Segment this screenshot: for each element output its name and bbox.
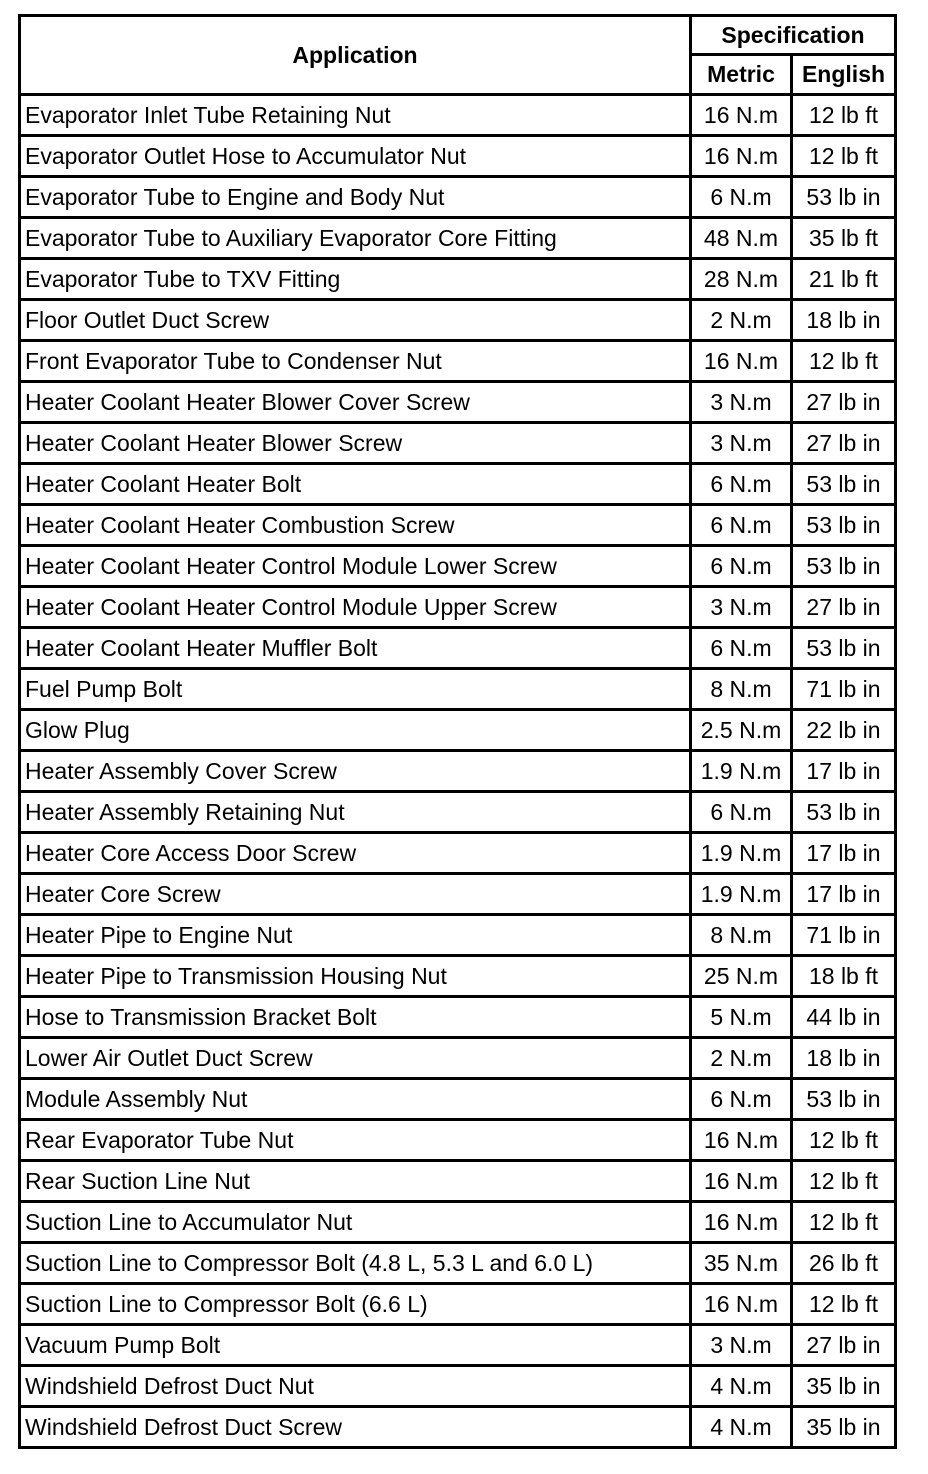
english-cell: 53 lb in bbox=[792, 464, 896, 505]
application-cell: Heater Assembly Cover Screw bbox=[20, 751, 691, 792]
english-cell: 18 lb in bbox=[792, 1038, 896, 1079]
metric-cell: 3 N.m bbox=[691, 1325, 792, 1366]
metric-cell: 2 N.m bbox=[691, 1038, 792, 1079]
table-row bbox=[20, 177, 896, 218]
english-cell: 18 lb in bbox=[792, 300, 896, 341]
metric-cell: 16 N.m bbox=[691, 1202, 792, 1243]
application-cell: Evaporator Tube to Engine and Body Nut bbox=[20, 177, 691, 218]
metric-cell: 6 N.m bbox=[691, 177, 792, 218]
english-cell: 17 lb in bbox=[792, 751, 896, 792]
table-row bbox=[20, 136, 896, 177]
metric-cell: 16 N.m bbox=[691, 1161, 792, 1202]
metric-cell: 6 N.m bbox=[691, 505, 792, 546]
table-row bbox=[20, 1366, 896, 1407]
english-cell: 71 lb in bbox=[792, 669, 896, 710]
english-cell: 27 lb in bbox=[792, 382, 896, 423]
application-cell: Module Assembly Nut bbox=[20, 1079, 691, 1120]
table-row bbox=[20, 1325, 896, 1366]
application-cell: Glow Plug bbox=[20, 710, 691, 751]
english-cell: 12 lb ft bbox=[792, 1120, 896, 1161]
table-row bbox=[20, 833, 896, 874]
english-cell: 53 lb in bbox=[792, 546, 896, 587]
application-header: Application bbox=[20, 16, 691, 95]
english-cell: 53 lb in bbox=[792, 505, 896, 546]
english-cell: 27 lb in bbox=[792, 423, 896, 464]
fastener-spec-table bbox=[18, 14, 897, 1449]
metric-cell: 4 N.m bbox=[691, 1407, 792, 1448]
table-row bbox=[20, 997, 896, 1038]
english-cell: 22 lb in bbox=[792, 710, 896, 751]
application-cell: Heater Coolant Heater Muffler Bolt bbox=[20, 628, 691, 669]
english-cell: 21 lb ft bbox=[792, 259, 896, 300]
metric-cell: 16 N.m bbox=[691, 136, 792, 177]
english-cell: 12 lb ft bbox=[792, 136, 896, 177]
english-cell: 71 lb in bbox=[792, 915, 896, 956]
application-cell: Windshield Defrost Duct Screw bbox=[20, 1407, 691, 1448]
english-cell: 12 lb ft bbox=[792, 1202, 896, 1243]
application-cell: Heater Pipe to Transmission Housing Nut bbox=[20, 956, 691, 997]
english-cell: 17 lb in bbox=[792, 833, 896, 874]
table-row bbox=[20, 546, 896, 587]
table-row bbox=[20, 915, 896, 956]
metric-cell: 2 N.m bbox=[691, 300, 792, 341]
english-cell: 27 lb in bbox=[792, 1325, 896, 1366]
english-cell: 35 lb in bbox=[792, 1366, 896, 1407]
application-cell: Windshield Defrost Duct Nut bbox=[20, 1366, 691, 1407]
table-row bbox=[20, 587, 896, 628]
english-header: English bbox=[792, 55, 896, 95]
application-cell: Fuel Pump Bolt bbox=[20, 669, 691, 710]
table-row bbox=[20, 1038, 896, 1079]
table-row bbox=[20, 1161, 896, 1202]
table-row bbox=[20, 1243, 896, 1284]
metric-cell: 16 N.m bbox=[691, 1284, 792, 1325]
metric-cell: 6 N.m bbox=[691, 546, 792, 587]
metric-cell: 16 N.m bbox=[691, 1120, 792, 1161]
english-cell: 35 lb ft bbox=[792, 218, 896, 259]
english-cell: 53 lb in bbox=[792, 1079, 896, 1120]
application-cell: Suction Line to Compressor Bolt (6.6 L) bbox=[20, 1284, 691, 1325]
english-cell: 18 lb ft bbox=[792, 956, 896, 997]
fastener-spec-table-container bbox=[18, 14, 894, 1449]
application-cell: Front Evaporator Tube to Condenser Nut bbox=[20, 341, 691, 382]
table-row bbox=[20, 218, 896, 259]
table-row bbox=[20, 792, 896, 833]
application-cell: Rear Evaporator Tube Nut bbox=[20, 1120, 691, 1161]
application-cell: Heater Coolant Heater Bolt bbox=[20, 464, 691, 505]
metric-cell: 5 N.m bbox=[691, 997, 792, 1038]
application-cell: Heater Coolant Heater Combustion Screw bbox=[20, 505, 691, 546]
metric-cell: 1.9 N.m bbox=[691, 751, 792, 792]
metric-cell: 1.9 N.m bbox=[691, 833, 792, 874]
metric-cell: 3 N.m bbox=[691, 587, 792, 628]
table-row bbox=[20, 1284, 896, 1325]
english-cell: 53 lb in bbox=[792, 792, 896, 833]
table-row bbox=[20, 1202, 896, 1243]
table-row bbox=[20, 751, 896, 792]
english-cell: 12 lb ft bbox=[792, 341, 896, 382]
metric-cell: 16 N.m bbox=[691, 95, 792, 136]
table-row bbox=[20, 382, 896, 423]
application-cell: Heater Core Screw bbox=[20, 874, 691, 915]
metric-cell: 25 N.m bbox=[691, 956, 792, 997]
application-cell: Heater Coolant Heater Blower Cover Screw bbox=[20, 382, 691, 423]
english-cell: 26 lb ft bbox=[792, 1243, 896, 1284]
application-cell: Heater Coolant Heater Control Module Upper Screw bbox=[20, 587, 691, 628]
table-row bbox=[20, 259, 896, 300]
english-cell: 12 lb ft bbox=[792, 1161, 896, 1202]
metric-cell: 16 N.m bbox=[691, 341, 792, 382]
english-cell: 44 lb in bbox=[792, 997, 896, 1038]
metric-cell: 6 N.m bbox=[691, 792, 792, 833]
table-row bbox=[20, 464, 896, 505]
english-cell: 35 lb in bbox=[792, 1407, 896, 1448]
table-row bbox=[20, 1407, 896, 1448]
application-cell: Heater Core Access Door Screw bbox=[20, 833, 691, 874]
metric-cell: 1.9 N.m bbox=[691, 874, 792, 915]
english-cell: 17 lb in bbox=[792, 874, 896, 915]
table-row bbox=[20, 669, 896, 710]
table-row bbox=[20, 341, 896, 382]
application-cell: Hose to Transmission Bracket Bolt bbox=[20, 997, 691, 1038]
application-cell: Suction Line to Accumulator Nut bbox=[20, 1202, 691, 1243]
application-cell: Heater Coolant Heater Blower Screw bbox=[20, 423, 691, 464]
application-cell: Lower Air Outlet Duct Screw bbox=[20, 1038, 691, 1079]
application-cell: Evaporator Inlet Tube Retaining Nut bbox=[20, 95, 691, 136]
table-row bbox=[20, 1079, 896, 1120]
metric-cell: 35 N.m bbox=[691, 1243, 792, 1284]
metric-cell: 6 N.m bbox=[691, 1079, 792, 1120]
metric-header: Metric bbox=[691, 55, 792, 95]
application-cell: Heater Coolant Heater Control Module Lower Screw bbox=[20, 546, 691, 587]
table-row bbox=[20, 505, 896, 546]
metric-cell: 6 N.m bbox=[691, 628, 792, 669]
application-cell: Evaporator Tube to TXV Fitting bbox=[20, 259, 691, 300]
english-cell: 53 lb in bbox=[792, 628, 896, 669]
table-row bbox=[20, 710, 896, 751]
metric-cell: 3 N.m bbox=[691, 382, 792, 423]
table-row bbox=[20, 1120, 896, 1161]
english-cell: 27 lb in bbox=[792, 587, 896, 628]
metric-cell: 6 N.m bbox=[691, 464, 792, 505]
application-cell: Evaporator Outlet Hose to Accumulator Nut bbox=[20, 136, 691, 177]
english-cell: 53 lb in bbox=[792, 177, 896, 218]
table-row bbox=[20, 95, 896, 136]
english-cell: 12 lb ft bbox=[792, 1284, 896, 1325]
header-row-top bbox=[20, 16, 896, 55]
metric-cell: 48 N.m bbox=[691, 218, 792, 259]
table-row bbox=[20, 874, 896, 915]
application-cell: Heater Pipe to Engine Nut bbox=[20, 915, 691, 956]
application-cell: Rear Suction Line Nut bbox=[20, 1161, 691, 1202]
metric-cell: 8 N.m bbox=[691, 915, 792, 956]
application-cell: Vacuum Pump Bolt bbox=[20, 1325, 691, 1366]
application-cell: Floor Outlet Duct Screw bbox=[20, 300, 691, 341]
english-cell: 12 lb ft bbox=[792, 95, 896, 136]
specification-header: Specification bbox=[691, 16, 896, 55]
table-body bbox=[20, 95, 896, 1448]
table-row bbox=[20, 628, 896, 669]
metric-cell: 4 N.m bbox=[691, 1366, 792, 1407]
application-cell: Heater Assembly Retaining Nut bbox=[20, 792, 691, 833]
application-cell: Evaporator Tube to Auxiliary Evaporator Core Fitting bbox=[20, 218, 691, 259]
metric-cell: 3 N.m bbox=[691, 423, 792, 464]
metric-cell: 8 N.m bbox=[691, 669, 792, 710]
metric-cell: 28 N.m bbox=[691, 259, 792, 300]
metric-cell: 2.5 N.m bbox=[691, 710, 792, 751]
table-row bbox=[20, 956, 896, 997]
table-row bbox=[20, 300, 896, 341]
application-cell: Suction Line to Compressor Bolt (4.8 L, 5.3 L and 6.0 L) bbox=[20, 1243, 691, 1284]
table-row bbox=[20, 423, 896, 464]
